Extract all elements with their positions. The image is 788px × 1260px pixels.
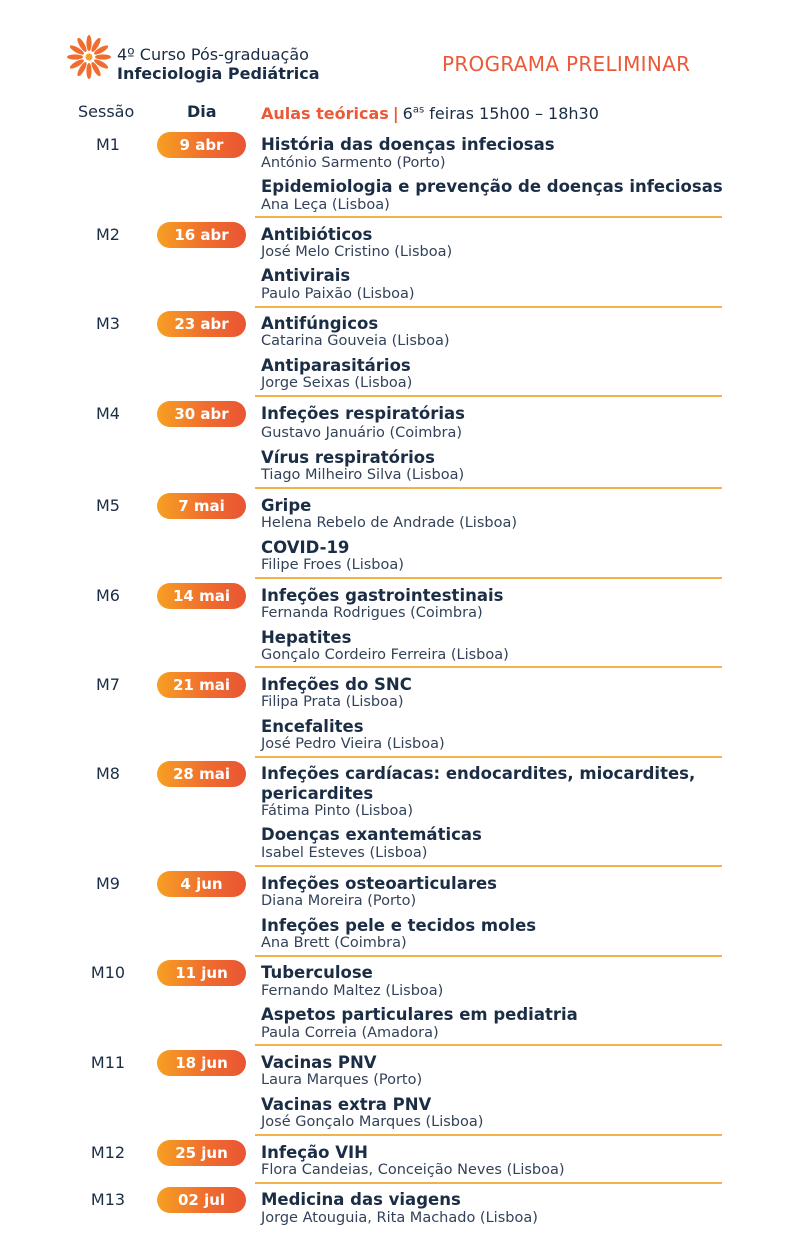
lecture-speaker: Fernando Maltez (Lisboa) — [261, 983, 444, 999]
schedule-superscript: as — [412, 104, 425, 116]
lecture-title: Vacinas PNV — [261, 1053, 377, 1072]
lecture-speaker: Jorge Atouguia, Rita Machado (Lisboa) — [261, 1210, 538, 1226]
session-date-badge: 9 abr — [157, 132, 246, 158]
lecture-title: Aspetos particulares em pediatria — [261, 1005, 578, 1024]
session-divider — [255, 577, 722, 579]
session-divider — [255, 666, 722, 668]
session-date-badge: 16 abr — [157, 222, 246, 248]
lecture-speaker: Flora Candeias, Conceição Neves (Lisboa) — [261, 1162, 565, 1178]
lecture-speaker: Gonçalo Cordeiro Ferreira (Lisboa) — [261, 647, 509, 663]
session-id: M10 — [90, 963, 126, 982]
lecture-speaker: António Sarmento (Porto) — [261, 155, 446, 171]
session-id: M6 — [96, 586, 120, 605]
lecture-title: Antivirais — [261, 266, 351, 285]
session-id: M2 — [96, 225, 120, 244]
session-date-badge: 25 jun — [157, 1140, 246, 1166]
lecture-title: Infeções cardíacas: endocardites, miocardites, pericardites — [261, 764, 696, 803]
program-label: PROGRAMA PRELIMINAR — [442, 52, 691, 76]
lecture-speaker: Filipe Froes (Lisboa) — [261, 557, 404, 573]
lecture-speaker: José Pedro Vieira (Lisboa) — [261, 736, 445, 752]
session-id: M1 — [96, 135, 120, 154]
session-id: M5 — [96, 496, 120, 515]
lecture-title: Hepatites — [261, 628, 352, 647]
lecture-title: Vacinas extra PNV — [261, 1095, 432, 1114]
session-divider — [255, 865, 722, 867]
session-id: M4 — [96, 404, 120, 423]
lecture-speaker: Tiago Milheiro Silva (Lisboa) — [261, 467, 465, 483]
session-divider — [255, 1182, 722, 1184]
sunburst-logo-icon — [66, 34, 112, 80]
lecture-speaker: Diana Moreira (Porto) — [261, 893, 417, 909]
lecture-title: Medicina das viagens — [261, 1190, 461, 1209]
lecture-title: Infeções respiratórias — [261, 404, 465, 423]
lecture-speaker: Ana Brett (Coimbra) — [261, 935, 407, 951]
session-divider — [255, 1044, 722, 1046]
lecture-speaker: Helena Rebelo de Andrade (Lisboa) — [261, 515, 518, 531]
lecture-title: Infeções gastrointestinais — [261, 586, 504, 605]
session-id: M12 — [90, 1143, 126, 1162]
session-date-badge: 18 jun — [157, 1050, 246, 1076]
lecture-title: Antibióticos — [261, 225, 373, 244]
lecture-speaker: Paula Correia (Amadora) — [261, 1025, 439, 1041]
lecture-speaker: Ana Leça (Lisboa) — [261, 197, 390, 213]
session-date-badge: 28 mai — [157, 761, 246, 787]
schedule-number: 6 — [402, 104, 413, 123]
lecture-speaker: Catarina Gouveia (Lisboa) — [261, 333, 450, 349]
schedule-text: feiras 15h00 – 18h30 — [424, 104, 599, 123]
session-date-badge: 30 abr — [157, 401, 246, 427]
lecture-speaker: Laura Marques (Porto) — [261, 1072, 423, 1088]
column-header-session: Sessão — [78, 102, 135, 121]
lecture-speaker: José Melo Cristino (Lisboa) — [261, 244, 453, 260]
lecture-speaker: Fernanda Rodrigues (Coimbra) — [261, 605, 483, 621]
lecture-title: Infeções do SNC — [261, 675, 412, 694]
lecture-title: COVID-19 — [261, 538, 350, 557]
lecture-title: Vírus respiratórios — [261, 448, 435, 467]
session-id: M8 — [96, 764, 120, 783]
column-header-day: Dia — [187, 102, 217, 121]
lectures-label: Aulas teóricas — [261, 104, 389, 123]
session-id: M9 — [96, 874, 120, 893]
lecture-speaker: Filipa Prata (Lisboa) — [261, 694, 404, 710]
lecture-title: Infeção VIH — [261, 1143, 368, 1162]
lecture-title: Tuberculose — [261, 963, 373, 982]
lecture-speaker: Gustavo Januário (Coimbra) — [261, 425, 463, 441]
lecture-title: História das doenças infeciosas — [261, 135, 555, 154]
session-id: M3 — [96, 314, 120, 333]
session-date-badge: 14 mai — [157, 583, 246, 609]
session-divider — [255, 955, 722, 957]
session-date-badge: 02 jul — [157, 1187, 246, 1213]
session-divider — [255, 306, 722, 308]
session-id: M11 — [90, 1053, 126, 1072]
session-divider — [255, 756, 722, 758]
lecture-title: Gripe — [261, 496, 312, 515]
lecture-title: Antiparasitários — [261, 356, 411, 375]
course-title-line1: 4º Curso Pós-graduação — [117, 45, 309, 64]
lecture-speaker: Jorge Seixas (Lisboa) — [261, 375, 413, 391]
session-date-badge: 4 jun — [157, 871, 246, 897]
session-date-badge: 21 mai — [157, 672, 246, 698]
lecture-title: Infeções pele e tecidos moles — [261, 916, 537, 935]
session-divider — [255, 487, 722, 489]
session-divider — [255, 395, 722, 397]
lecture-title: Epidemiologia e prevenção de doenças infeciosas — [261, 177, 723, 196]
session-divider — [255, 216, 722, 218]
lectures-separator: | — [392, 104, 399, 123]
lectures-schedule — [403, 104, 599, 123]
session-date-badge: 7 mai — [157, 493, 246, 519]
lecture-speaker: Paulo Paixão (Lisboa) — [261, 286, 415, 302]
header — [0, 0, 788, 100]
session-id: M7 — [96, 675, 120, 694]
session-id: M13 — [90, 1190, 126, 1209]
session-date-badge: 11 jun — [157, 960, 246, 986]
session-date-badge: 23 abr — [157, 311, 246, 337]
course-title-line2: Infeciologia Pediátrica — [117, 64, 320, 83]
lecture-speaker: Isabel Esteves (Lisboa) — [261, 845, 428, 861]
lecture-speaker: José Gonçalo Marques (Lisboa) — [261, 1114, 484, 1130]
lecture-title: Infeções osteoarticulares — [261, 874, 497, 893]
column-header-lectures — [261, 104, 599, 123]
lecture-title: Antifúngicos — [261, 314, 379, 333]
lecture-title: Encefalites — [261, 717, 364, 736]
session-divider — [255, 1134, 722, 1136]
lecture-title: Doenças exantemáticas — [261, 825, 482, 844]
lecture-speaker: Fátima Pinto (Lisboa) — [261, 803, 413, 819]
